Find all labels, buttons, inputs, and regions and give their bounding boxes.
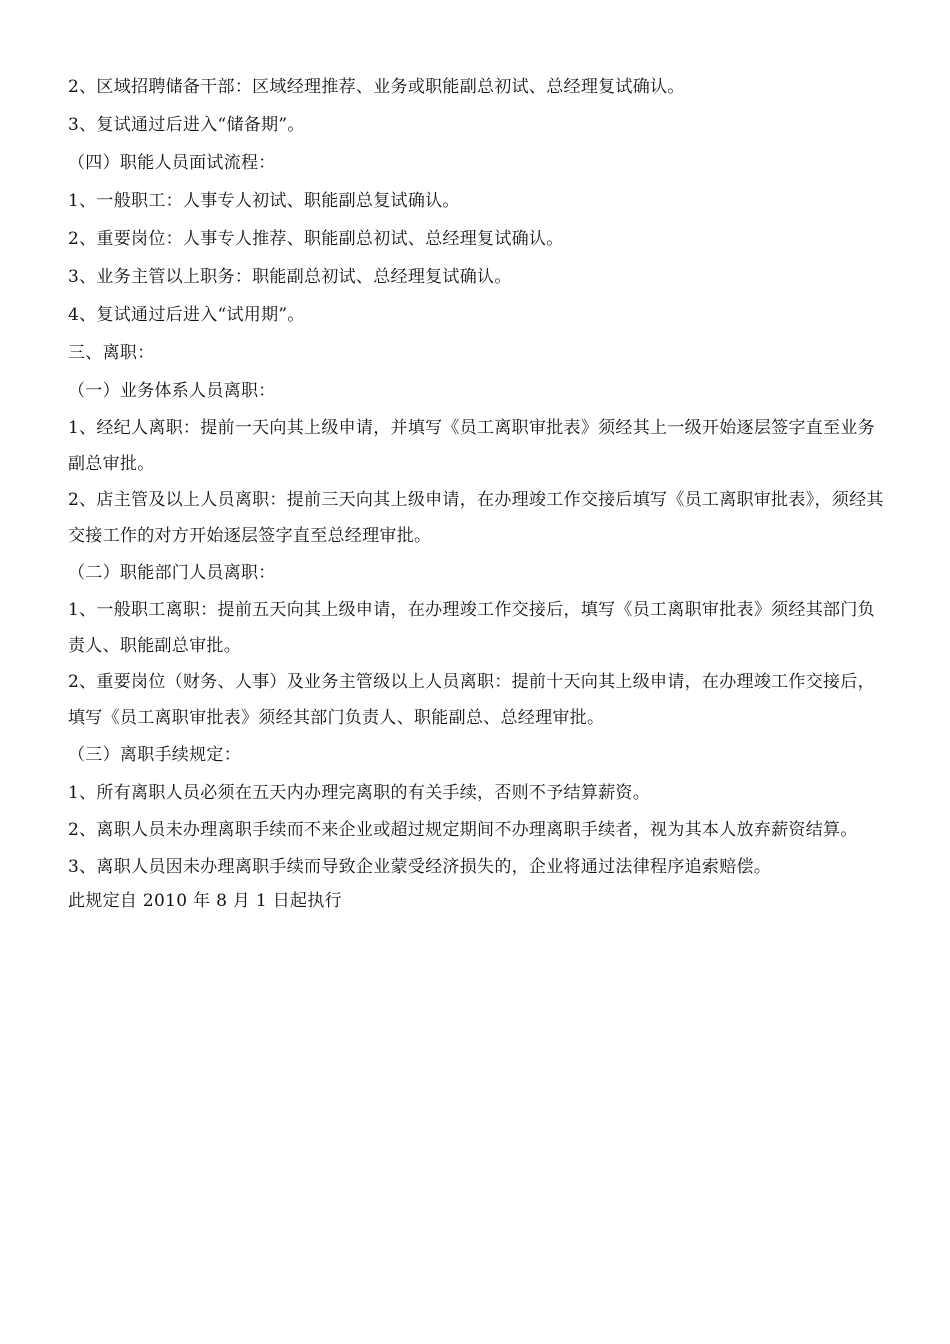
paragraph-store-supervisor-resignation: 2、店主管及以上人员离职：提前三天向其上级申请，在办理竣工作交接后填写《员工离职审批表》，须经其交接工作的对方开始逐层签字直至总经理审批。 (68, 490, 884, 546)
heading-functional-staff-resignation: （二）职能部门人员离职： (68, 563, 276, 583)
paragraph-key-position-interview: 2、重要岗位：人事专人推荐、职能副总初试、总经理复试确认。 (68, 229, 564, 249)
paragraph-compensation: 3、离职人员因未办理离职手续而导致企业蒙受经济损失的，企业将通过法律程序追索赔偿。 (68, 857, 772, 877)
paragraph-supervisor-interview: 3、业务主管以上职务：职能副总初试、总经理复试确认。 (68, 267, 512, 287)
document-body (68, 68, 888, 914)
paragraph-probation-period: 4、复试通过后进入“试用期”。 (68, 305, 305, 325)
paragraph-key-position-resignation: 2、重要岗位（财务、人事）及业务主管级以上人员离职：提前十天向其上级申请，在办理竣工作交接后，填写《员工离职审批表》须经其部门负责人、职能副总、总经理审批。 (68, 672, 875, 728)
heading-business-staff-resignation: （一）业务体系人员离职： (68, 381, 276, 401)
paragraph-abandon-salary: 2、离职人员未办理离职手续而不来企业或超过规定期间不办理离职手续者，视为其本人放弃薪资结算。 (68, 820, 858, 840)
paragraph-regional-reserve-recruit: 2、区域招聘储备干部：区域经理推荐、业务或职能副总初试、总经理复试确认。 (68, 77, 685, 97)
effective-date: 此规定自 2010 年 8 月 1 日起执行 (68, 891, 342, 911)
paragraph-general-staff-resignation: 1、一般职工离职：提前五天向其上级申请，在办理竣工作交接后，填写《员工离职审批表》须经其部门负责人、职能副总审批。 (68, 600, 875, 656)
paragraph-resignation-deadline: 1、所有离职人员必须在五天内办理完离职的有关手续，否则不予结算薪资。 (68, 783, 651, 803)
heading-resignation: 三、离职： (68, 343, 155, 363)
paragraph-agent-resignation: 1、经纪人离职：提前一天向其上级申请，并填写《员工离职审批表》须经其上一级开始逐层签字直至业务副总审批。 (68, 418, 875, 474)
heading-resignation-rules: （三）离职手续规定： (68, 745, 241, 765)
heading-functional-interview-process: （四）职能人员面试流程： (68, 153, 276, 173)
paragraph-reserve-period: 3、复试通过后进入“储备期”。 (68, 115, 305, 135)
paragraph-general-staff-interview: 1、一般职工：人事专人初试、职能副总复试确认。 (68, 191, 460, 211)
